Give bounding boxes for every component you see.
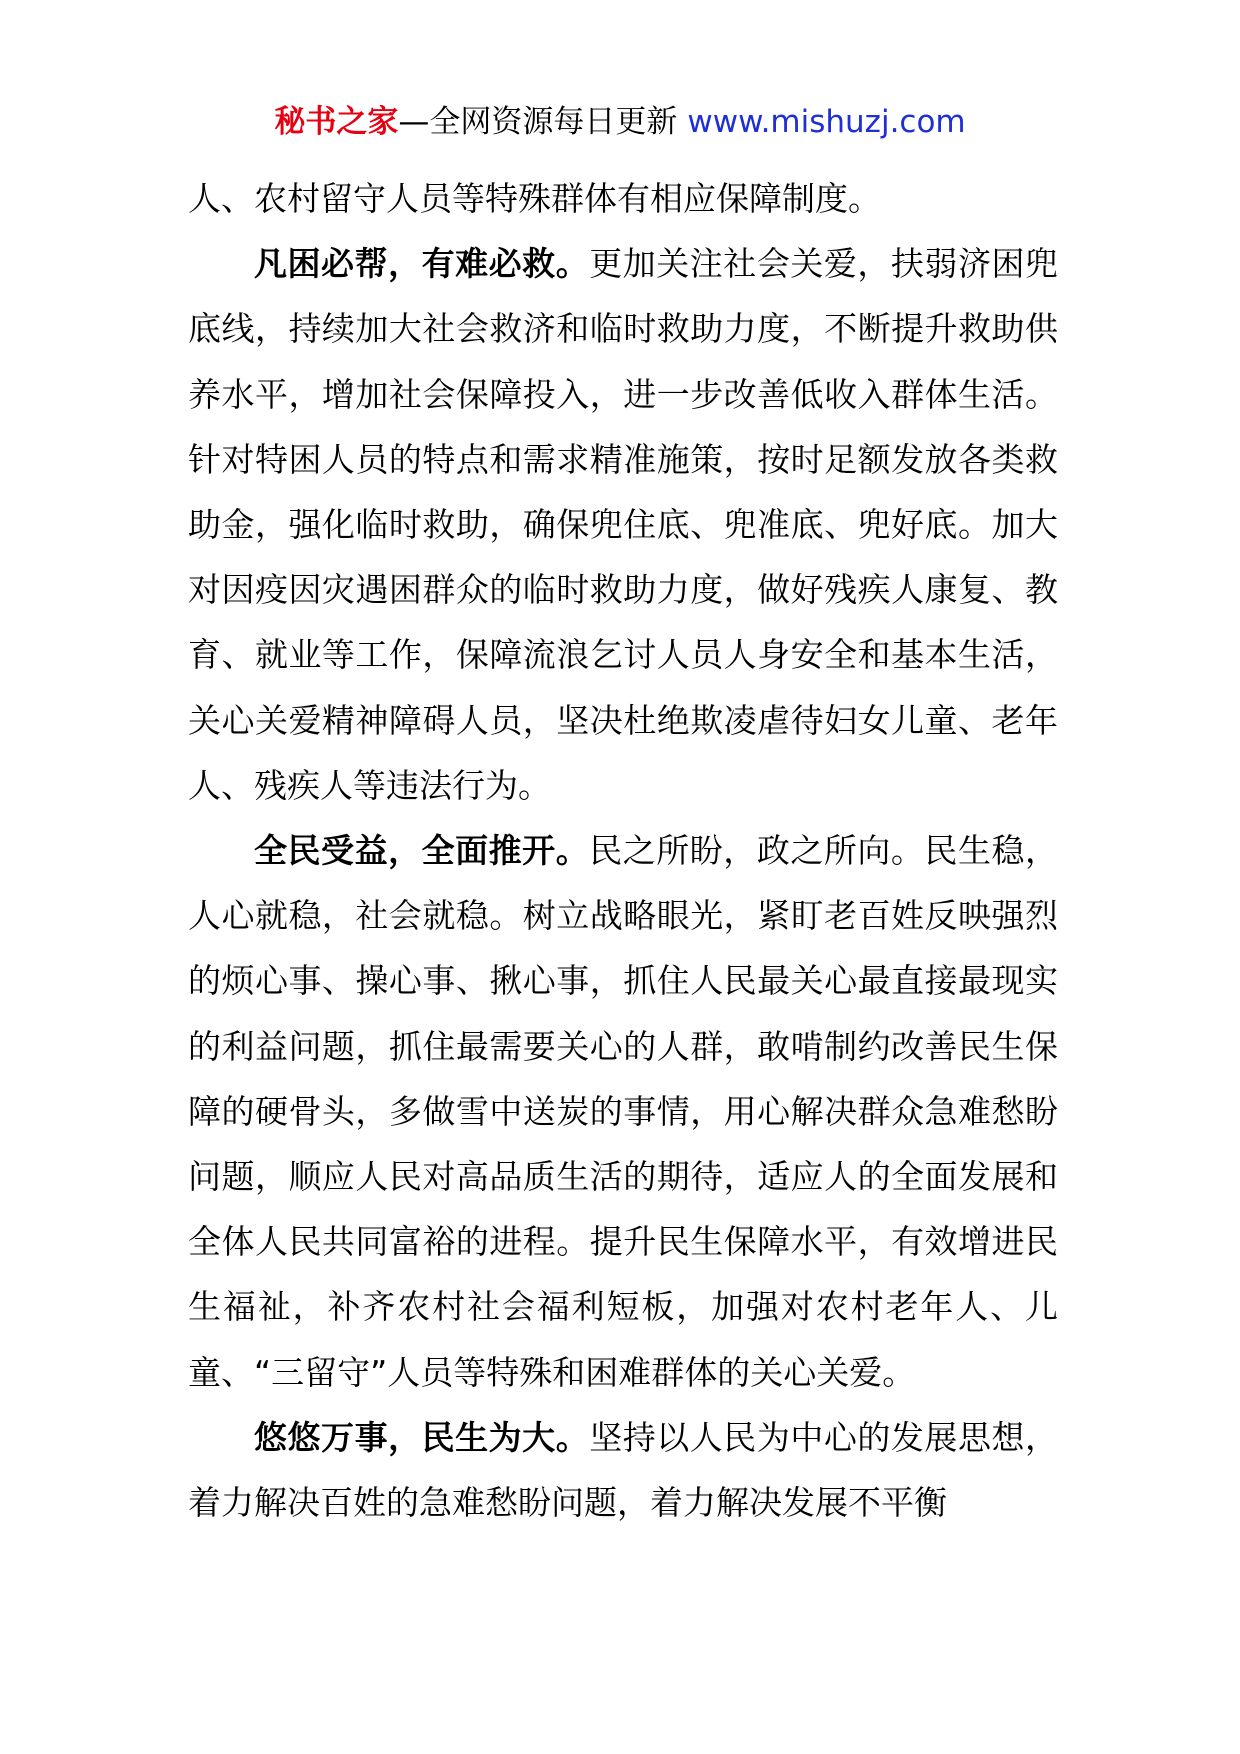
paragraph-text: 坚持以人民为中心的发展思想，着力解决百姓的急难愁盼问题，着力解决发展不平衡 xyxy=(188,1417,1059,1523)
paragraph-lead: 全民受益，全面推开。 xyxy=(254,831,590,871)
paragraph-lead: 悠悠万事，民生为大。 xyxy=(254,1417,590,1457)
paragraph xyxy=(188,818,1058,1405)
brand-name: 秘书之家 xyxy=(274,104,399,140)
paragraph-text: 更加关注社会关爱，扶弱济困兜底线，持续加大社会救济和临时救助力度，不断提升救助供养水平，增加社会保障投入，进一步改善低收入群体生活。针对特困人员的特点和需求精准施策，按时足额发放各类救助金，强化临时救助，确保兜住底、兜准底、兜好底。加大对因疫因灾遇困群众的临时救助力度，做好残疾人康复、教育、就业等工作，保障流浪乞讨人员人身安全和基本生活，关心关爱精神障碍人员，坚决杜绝欺凌虐待妇女儿童、老年人、残疾人等违法行为。 xyxy=(188,244,1059,805)
paragraph-text: 民之所盼，政之所向。民生稳，人心就稳，社会就稳。树立战略眼光，紧盯老百姓反映强烈的烦心事、操心事、揪心事，抓住人民最关心最直接最现实的利益问题，抓住最需要关心的人群，敢啃制约改善民生保障的硬骨头，多做雪中送炭的事情，用心解决群众急难愁盼问题，顺应人民对高品质生活的期待，适应人的全面发展和全体人民共同富裕的进程。提升民生保障水平，有效增进民生福祉，补齐农村社会福利短板，加强对农村老年人、儿童、“三留守”人员等特殊和困难群体的关心关爱。 xyxy=(188,831,1059,1392)
document-body xyxy=(188,166,1058,1535)
header-slogan: 全网资源每日更新 xyxy=(429,104,678,140)
paragraph-text: 人、农村留守人员等特殊群体有相应保障制度。 xyxy=(188,179,881,218)
header-dash: — xyxy=(398,104,430,140)
paragraph-continuation xyxy=(188,166,1058,231)
paragraph xyxy=(188,1405,1058,1535)
page-header xyxy=(0,100,1240,144)
paragraph xyxy=(188,231,1058,818)
header-url-link[interactable]: www.mishuzj.com xyxy=(687,104,966,140)
paragraph-lead: 凡困必帮，有难必救。 xyxy=(254,244,590,284)
